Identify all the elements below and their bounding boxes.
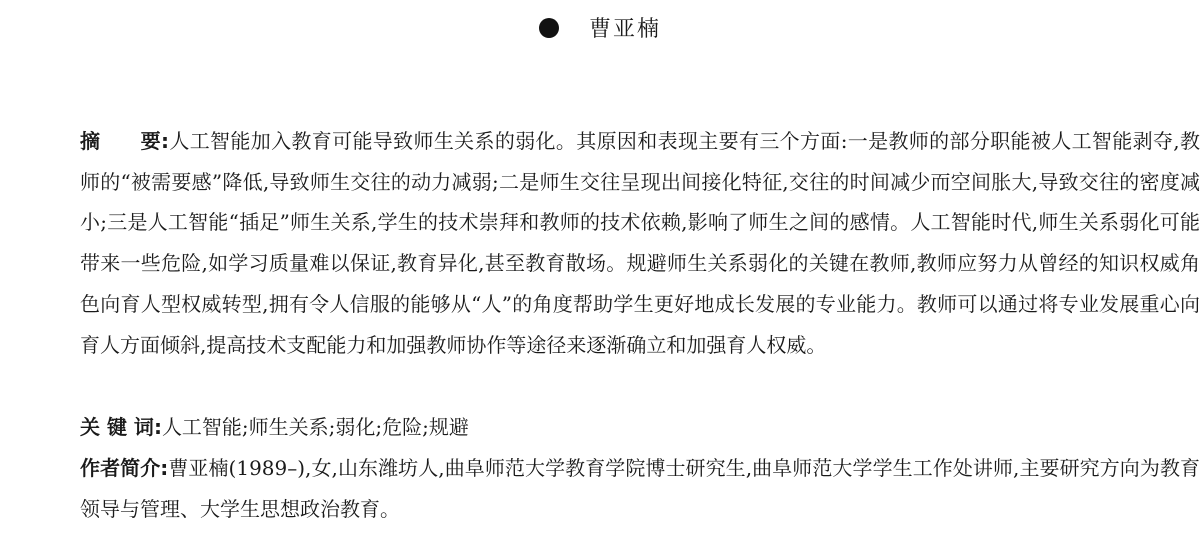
author-line — [0, 12, 1200, 48]
bio-text: 曹亚楠(1989–),女,山东潍坊人,曲阜师范大学教育学院博士研究生,曲阜师范大学学生工作处讲师,主要研究方向为教育领导与管理、大学生思想政治教育。 — [80, 456, 1200, 521]
keywords-text: 人工智能;师生关系;弱化;危险;规避 — [161, 415, 469, 439]
abstract-colon: : — [161, 129, 170, 153]
abstract-text: 人工智能加入教育可能导致师生关系的弱化。其原因和表现主要有三个方面:一是教师的部分职能被人工智能剥夺,教师的“被需要感”降低,导致师生交往的动力减弱;二是师生交往呈现出间接化特征,交往的时间减少而空间胀大,导致交往的密度减小;三是人工智能“插足”师生关系,学生的技术崇拜和教师的技术依赖,影响了师生之间的感情。人工智能时代,师生关系弱化可能带来一些危险,如学习质量难以保证,教育异化,甚至教育散场。规避师生关系弱化的关键在教师,教师应努力从曾经的知识权威角色向育人型权威转型,拥有令人信服的能够从“人”的角度帮助学生更好地成长发展的专业能力。教师可以通过将专业发展重心向育人方面倾斜,提高技术支配能力和加强教师协作等途径来逐渐确立和加强育人权威。 — [80, 129, 1200, 357]
keywords-paragraph — [32, 407, 1200, 448]
abstract-label-second: 要 — [140, 129, 162, 153]
author-bio-paragraph — [32, 448, 1200, 529]
bio-colon: : — [160, 456, 169, 480]
bullet-icon — [539, 18, 559, 38]
author-name: 曹亚楠 — [588, 17, 661, 42]
abstract-label-first: 摘 — [80, 129, 101, 153]
abstract-paragraph — [32, 121, 1200, 365]
bio-label: 作者简介 — [80, 456, 161, 480]
keywords-colon: : — [153, 415, 162, 439]
keywords-label: 关 键 词 — [80, 415, 154, 439]
